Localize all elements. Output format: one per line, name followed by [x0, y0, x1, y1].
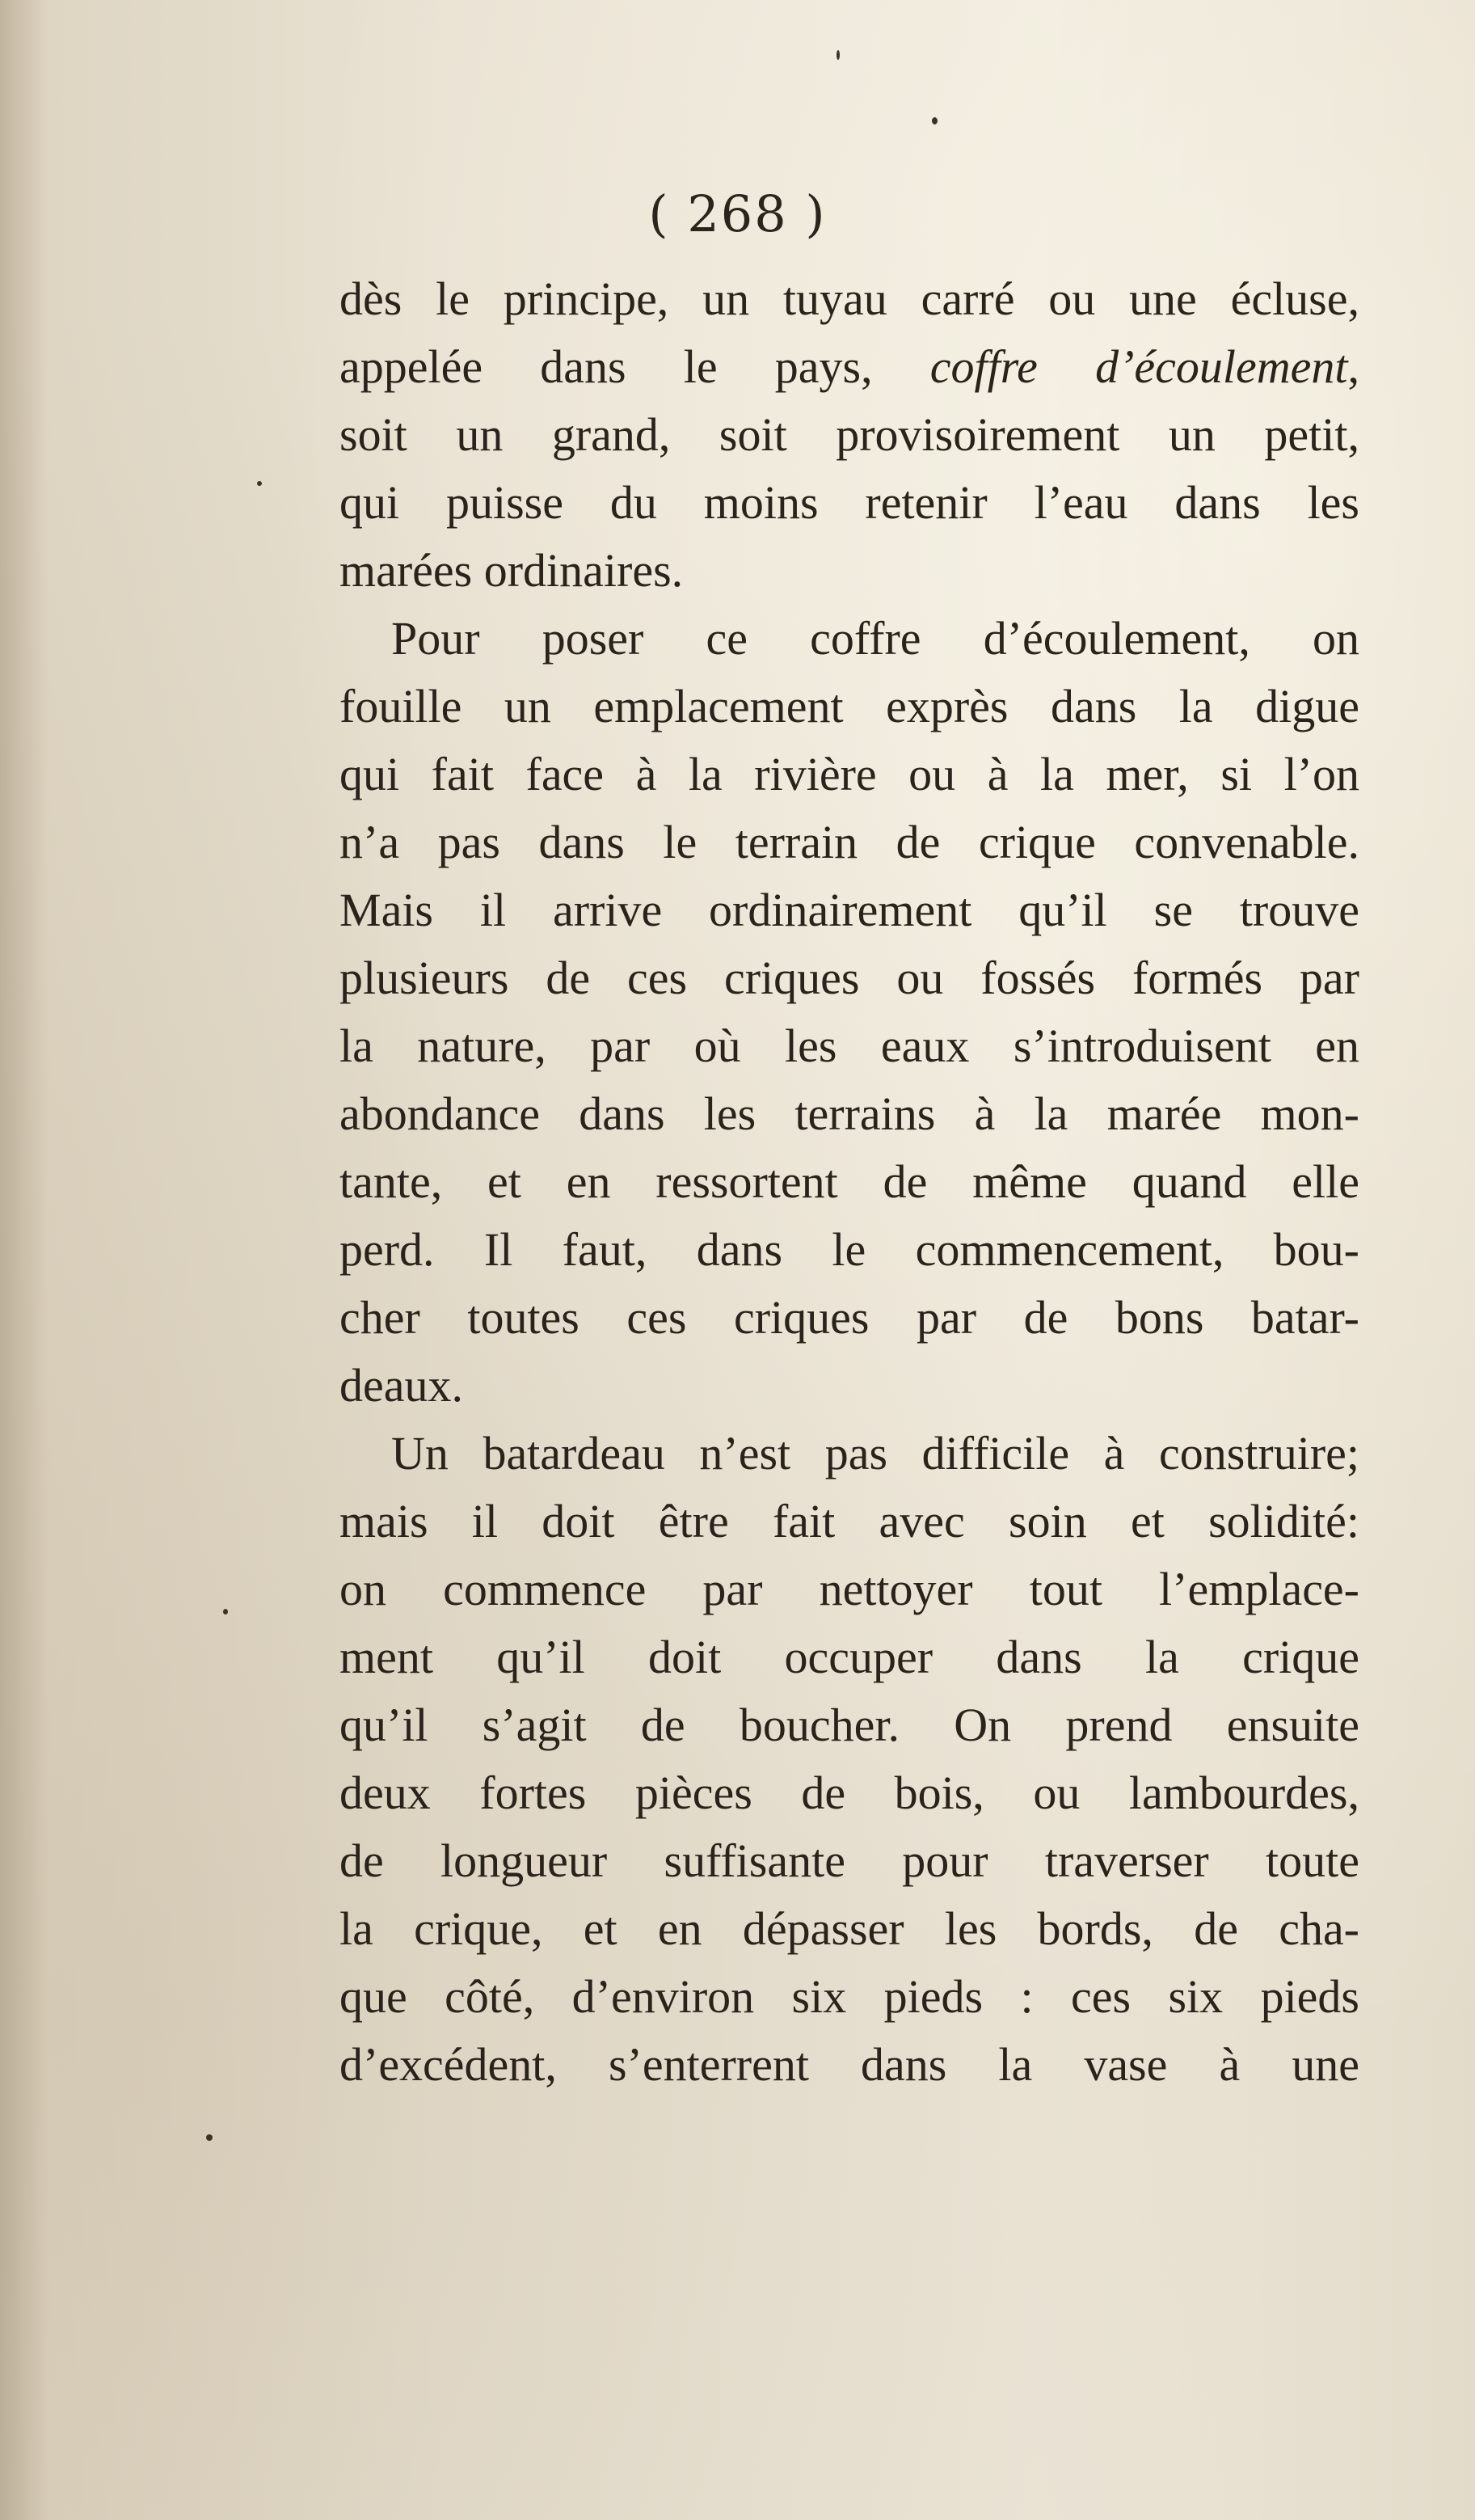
text-line: de longueur suffisante pour traverser toute: [339, 1834, 1359, 1887]
text-line: deux fortes pièces de bois, ou lambourdes,: [339, 1767, 1359, 1819]
text-line: deaux.: [339, 1359, 463, 1412]
text-line: soit un grand, soit provisoirement un petit,: [339, 408, 1359, 461]
text-line: plusieurs de ces criques ou fossés formés par: [339, 952, 1359, 1004]
text-line: d’excédent, s’enterrent dans la vase à une: [339, 2038, 1359, 2091]
text-line: tante, et en ressortent de même quand elle: [339, 1155, 1359, 1208]
text-line: Pour poser ce coffre d’écoulement, on: [391, 612, 1359, 665]
text-line: la nature, par où les eaux s’introduisent en: [339, 1019, 1359, 1072]
text-line: appelée dans le pays, coffre d’écoulement,: [339, 340, 1359, 393]
text-line: cher toutes ces criques par de bons batar-: [339, 1291, 1359, 1344]
paper-speck: [837, 50, 840, 60]
text-line: on commence par nettoyer tout l’emplace-: [339, 1563, 1359, 1615]
paper-speck: [223, 1609, 228, 1615]
text-line: ment qu’il doit occuper dans la crique: [339, 1631, 1359, 1683]
gutter-shadow: [0, 0, 48, 2520]
text-line: Un batardeau n’est pas difficile à construire;: [391, 1427, 1359, 1479]
text-line: mais il doit être fait avec soin et solidité:: [339, 1495, 1359, 1547]
text-line: dès le principe, un tuyau carré ou une écluse,: [339, 272, 1359, 325]
paragraph: [339, 265, 1359, 605]
text-line: perd. Il faut, dans le commencement, bou-: [339, 1223, 1359, 1276]
text-line: fouille un emplacement exprès dans la digue: [339, 680, 1359, 732]
text-line: qui puisse du moins retenir l’eau dans les: [339, 476, 1359, 529]
paragraph: [339, 605, 1359, 1420]
paper-speck: [206, 2134, 213, 2141]
italic-term: coffre d’écoulement: [929, 340, 1348, 393]
text-line: la crique, et en dépasser les bords, de cha-: [339, 1902, 1359, 1955]
paper-speck: [932, 117, 938, 125]
body-text: [339, 265, 1359, 2099]
text-line: que côté, d’environ six pieds : ces six pieds: [339, 1970, 1359, 2023]
text-line: n’a pas dans le terrain de crique convenable.: [339, 816, 1359, 868]
text-line: marées ordinaires.: [339, 544, 684, 597]
text-line: qu’il s’agit de boucher. On prend ensuite: [339, 1699, 1359, 1751]
paper-speck: [257, 481, 262, 486]
text-line: abondance dans les terrains à la marée mon-: [339, 1087, 1359, 1140]
page-number: ( 268 ): [648, 184, 827, 243]
text-line: qui fait face à la rivière ou à la mer, si l’on: [339, 748, 1359, 800]
text-line: Mais il arrive ordinairement qu’il se trouve: [339, 884, 1359, 936]
paragraph: [339, 1420, 1359, 2099]
